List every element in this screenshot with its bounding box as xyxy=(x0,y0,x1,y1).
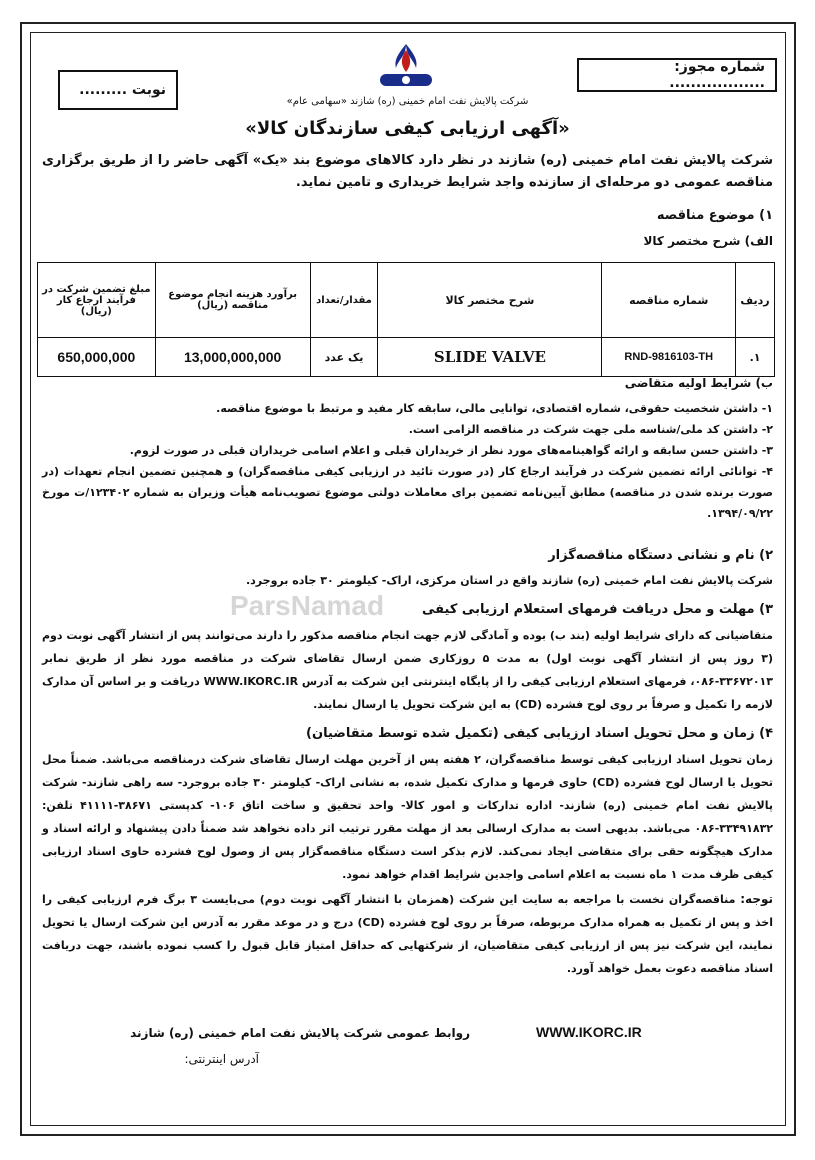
section2-heading: ۲) نام و نشانی دستگاه مناقصه‌گزار xyxy=(548,548,773,563)
table-cell: 13,000,000,000 xyxy=(155,338,310,377)
website-link[interactable]: WWW.IKORC.IR xyxy=(536,1024,642,1040)
company-logo-icon xyxy=(370,40,442,92)
table-row xyxy=(38,338,775,377)
table-header: مبلغ تضمین شرکت در فرآیند ارجاع کار (ریال) xyxy=(38,263,156,338)
note-label: توجه: xyxy=(740,892,774,906)
section3-heading: ۳) مهلت و محل دریافت فرمهای استعلام ارزیابی کیفی xyxy=(422,602,773,617)
section1-heading: ۱) موضوع مناقصه xyxy=(656,208,773,223)
table-cell: 650,000,000 xyxy=(38,338,156,377)
table-cell: ۱. xyxy=(736,338,775,377)
page-title: «آگهی ارزیابی کیفی سازندگان کالا» xyxy=(245,118,570,139)
license-number-box: شماره مجوز: .................. xyxy=(577,58,777,92)
table-header-row xyxy=(38,263,775,338)
table-header: شرح مختصر کالا xyxy=(378,263,602,338)
condition-item: ۴- توانائی ارائه تضمین شرکت در فرآیند ارجاع کار (در صورت تائید در ارزیابی کیفی مناقصه‌گران) و همچنین تضمین انجام تعهدات (در صورت برنده شدن در مناقصه) مطابق آیین‌نامه تضمین برای معاملات دولتی موضوع تصویب‌نامه هیأت وزیران به شماره ۱۲۳۴۰۲/ت مورخ ۱۳۹۴/۰۹/۲۲. xyxy=(42,465,773,520)
signature-text: روابط عمومی شرکت پالایش نفت امام خمینی (ره) شازند xyxy=(130,1026,470,1040)
table-header: ردیف xyxy=(736,263,775,338)
company-subtitle: شرکت پالایش نفت امام خمینی (ره) شازند «سهامی عام» xyxy=(286,96,529,107)
table-cell: یک عدد xyxy=(310,338,378,377)
intro-text: شرکت پالایش نفت امام خمینی (ره) شازند در نظر دارد کالاهای موضوع بند «یک» آگهی حاضر را از طریق برگزاری مناقصه عمومی دو مرحله‌ای از سازنده واجد شرایط خریداری و تامین نماید. xyxy=(42,153,773,190)
conditions-list xyxy=(42,398,773,524)
table-header: برآورد هزینه انجام موضوع مناقصه (ریال) xyxy=(155,263,310,338)
turn-box: نوبت ......... xyxy=(58,70,178,110)
condition-item: ۳- داشتن حسن سابقه و ارائه گواهینامه‌های مورد نظر از خریداران قبلی و اعلام اسامی خریداران قبلی در صورت لزوم. xyxy=(129,444,773,457)
section2-text: شرکت پالایش نفت امام خمینی (ره) شازند واقع در استان مرکزی، اراک- کیلومتر ۳۰ جاده بروجرد. xyxy=(245,574,773,587)
address-label: آدرس اینترنتی: xyxy=(184,1052,259,1066)
condition-item: ۲- داشتن کد ملی/شناسه ملی جهت شرکت در مناقصه الزامی است. xyxy=(408,423,773,436)
items-table xyxy=(37,262,775,377)
note-text: مناقصه‌گران نخست با مراجعه به سایت این شرکت (همزمان با انتشار آگهی نوبت دوم) می‌بایست ۳ برگ فرم ارزیابی کیفی را اخذ و پس از تکمیل به همراه مدارک مربوطه، صرفاً بر روی لوح فشرده (CD) درج و در موعد مقرر به آدرس این شرکت ارسال یا تحویل نمایند، این شرکت نیز پس از ارزیابی کیفی متقاضیان، از شرکتهایی که حداقل امتیاز قابل قبول را کسب نموده باشند، جهت دریافت اسناد مناقصه دعوت بعمل خواهد آورد. xyxy=(42,893,774,975)
conditions-heading: ب) شرایط اولیه متقاضی xyxy=(624,376,773,390)
section4-heading: ۴) زمان و محل تحویل اسناد ارزیابی کیفی (تکمیل شده توسط متقاضیان) xyxy=(306,726,773,741)
table-header: شماره مناقصه xyxy=(602,263,736,338)
condition-item: ۱- داشتن شخصیت حقوقی، شماره اقتصادی، توانایی مالی، سابقه کار مفید و مرتبط با موضوع مناقصه. xyxy=(216,402,773,415)
section3-text: متقاضیانی که دارای شرایط اولیه (بند ب) بوده و آمادگی لازم جهت انجام مناقصه مذکور را دارند می‌توانند پس از انتشار آگهی نوبت دوم (۳ روز پس از انتشار آگهی نوبت اول) به مدت ۵ روزکاری ضمن ارسال تقاضای شرکت در مناقصه مورد نظر از طریق نمابر ۳۳۶۷۲۰۱۳-۰۸۶، فرمهای استعلام ارزیابی کیفی را از پایگاه اینترنتی این شرکت به آدرس WWW.IKORC.IR دریافت و بر اساس آن مدارک لازمه را تکمیل و صرفاً بر روی لوح فشرده (CD) به این شرکت تحویل یا ارسال نمایند. xyxy=(42,629,773,711)
section4-text: زمان تحویل اسناد ارزیابی کیفی توسط مناقصه‌گران، ۲ هفته پس از آخرین مهلت ارسال تقاضای شرکت درمناقصه می‌باشد. ضمناً محل تحویل یا ارسال لوح فشرده (CD) حاوی فرمها و مدارک تکمیل شده، به نشانی اراک- کیلومتر ۳۰ جاده بروجرد- سه راهی شازند- شرکت پالایش نفت امام خمینی (ره) شازند- اداره تدارکات و امور کالا- واحد تحقیق و ساخت اتاق ۱۰۶- کدپستی ۳۸۶۷۱-۴۱۱۱۱ تلفن: ۳۳۴۹۱۸۳۲-۰۸۶ می‌باشد. بدیهی است به مدارک ارسالی بعد از مهلت مقرر ترتیب اثر داده نخواهد شد ضمناً دادن پیشنهاد و ارائه اسناد و مدارک هیچگونه حقی برای متقاضی ایجاد نمی‌کند. لازم بذکر است دستگاه مناقصه‌گزار پس از وصول لوح فشرده حاوی اسناد ارزیابی کیفی ظرف مدت ۱ ماه نسبت به اعلام اسامی واجدین شرایط اقدام خواهد نمود. xyxy=(42,753,773,881)
table-cell: SLIDE VALVE xyxy=(378,338,602,377)
section1-subheading: الف) شرح مختصر کالا xyxy=(643,234,773,248)
table-cell: RND-9816103-TH xyxy=(602,338,736,377)
watermark-text: ParsNamad xyxy=(230,590,385,621)
note-block xyxy=(42,888,773,980)
table-header: مقدار/تعداد xyxy=(310,263,378,338)
